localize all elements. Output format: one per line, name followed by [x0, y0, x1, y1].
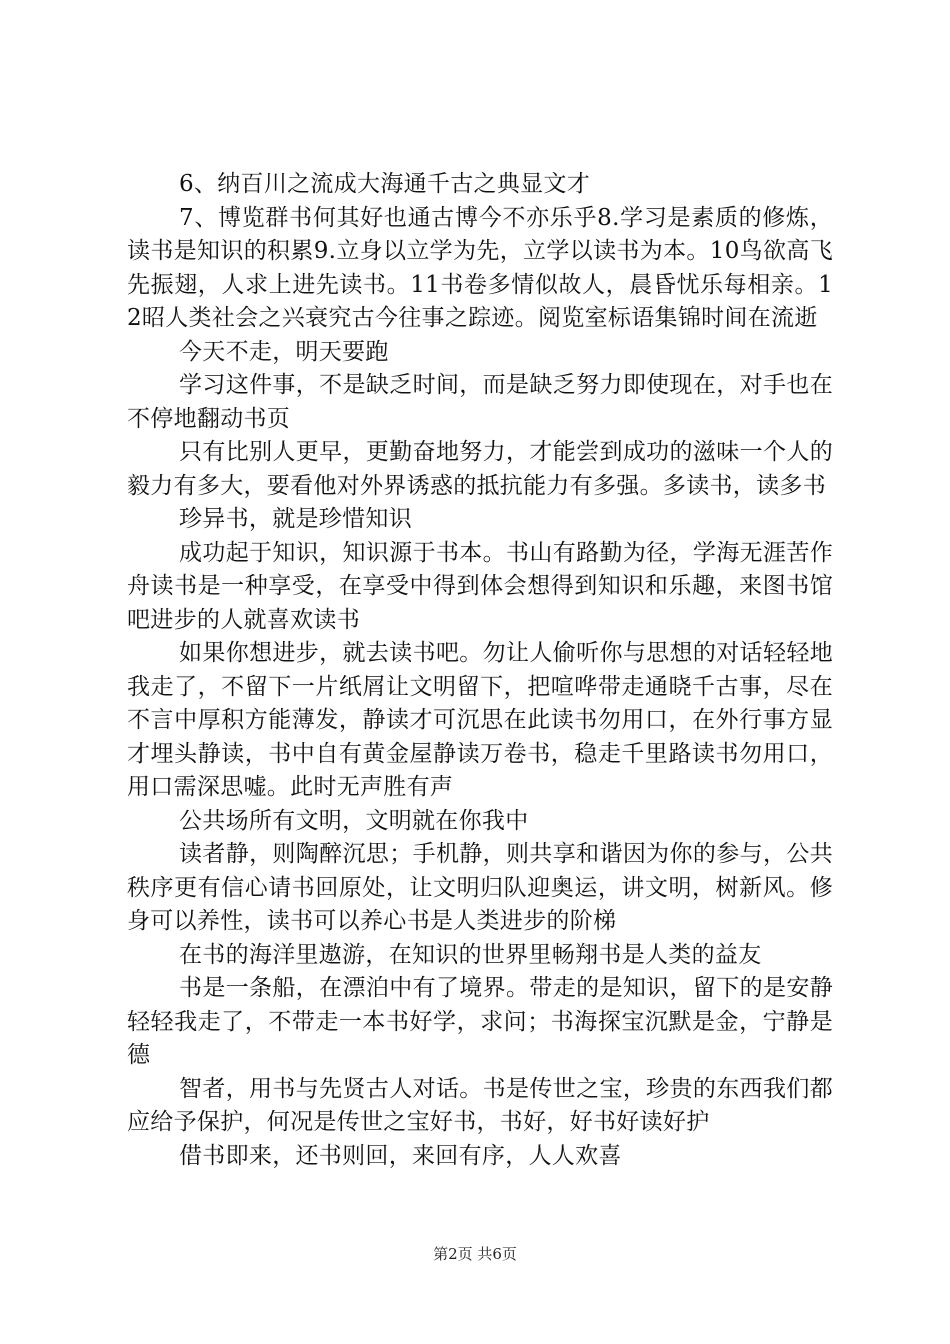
paragraph: 学习这件事，不是缺乏时间，而是缺乏努力即使现在，对手也在不停地翻动书页	[127, 372, 833, 432]
paragraph: 6、纳百川之流成大海通千古之典显文才	[179, 171, 591, 197]
page-number-footer: 第2页 共6页	[433, 1245, 517, 1263]
paragraph: 只有比别人更早，更勤奋地努力，才能尝到成功的滋味一个人的毅力有多大，要看他对外界诱惑的抵抗能力有多强。多读书，读多书	[127, 439, 833, 499]
paragraph: 珍异书，就是珍惜知识	[179, 506, 412, 532]
paragraph: 在书的海洋里遨游，在知识的世界里畅翔书是人类的益友	[179, 941, 762, 968]
paragraph: 公共场所有文明，文明就在你我中	[179, 807, 529, 834]
paragraph: 今天不走，明天要跑	[179, 338, 389, 365]
paragraph: 7、博览群书何其好也通古博今不亦乐乎8.学习是素质的修炼，读书是知识的积累9.立身以立学为先，立学以读书为本。10鸟欲高飞先振翅，人求上进先读书。11书卷多情似故人，晨昏忧乐每相亲。12昭人类社会之兴衰究古今往事之踪迹。阅览室标语集锦时间在流逝	[127, 204, 833, 331]
paragraph: 读者静，则陶醉沉思；手机静，则共享和谐因为你的参与，公共秩序更有信心请书回原处，让文明归队迎奥运，讲文明，树新风。修身可以养性，读书可以养心书是人类进步的阶梯	[127, 841, 833, 934]
paragraph: 书是一条船，在漂泊中有了境界。带走的是知识，留下的是安静轻轻我走了，不带走一本书好学，求问；书海探宝沉默是金，宁静是德	[127, 975, 833, 1068]
paragraph: 借书即来，还书则回，来回有序，人人欢喜	[179, 1142, 622, 1169]
paragraph: 成功起于知识，知识源于书本。书山有路勤为径，学海无涯苦作舟读书是一种享受，在享受中得到体会想得到知识和乐趣，来图书馆吧进步的人就喜欢读书	[127, 539, 833, 633]
paragraph: 如果你想进步，就去读书吧。勿让人偷听你与思想的对话轻轻地我走了，不留下一片纸屑让文明留下，把喧哗带走通晓千古事，尽在不言中厚积方能薄发，静读才可沉思在此读书勿用口，在外行事方显才埋头静读，书中自有黄金屋静读万卷书，稳走千里路读书勿用口，用口需深思嘘。此时无声胜有声	[127, 640, 833, 800]
document-body	[127, 168, 833, 1173]
paragraph: 智者，用书与先贤古人对话。书是传世之宝，珍贵的东西我们都应给予保护，何况是传世之宝好书，书好，好书好读好护	[127, 1075, 833, 1135]
